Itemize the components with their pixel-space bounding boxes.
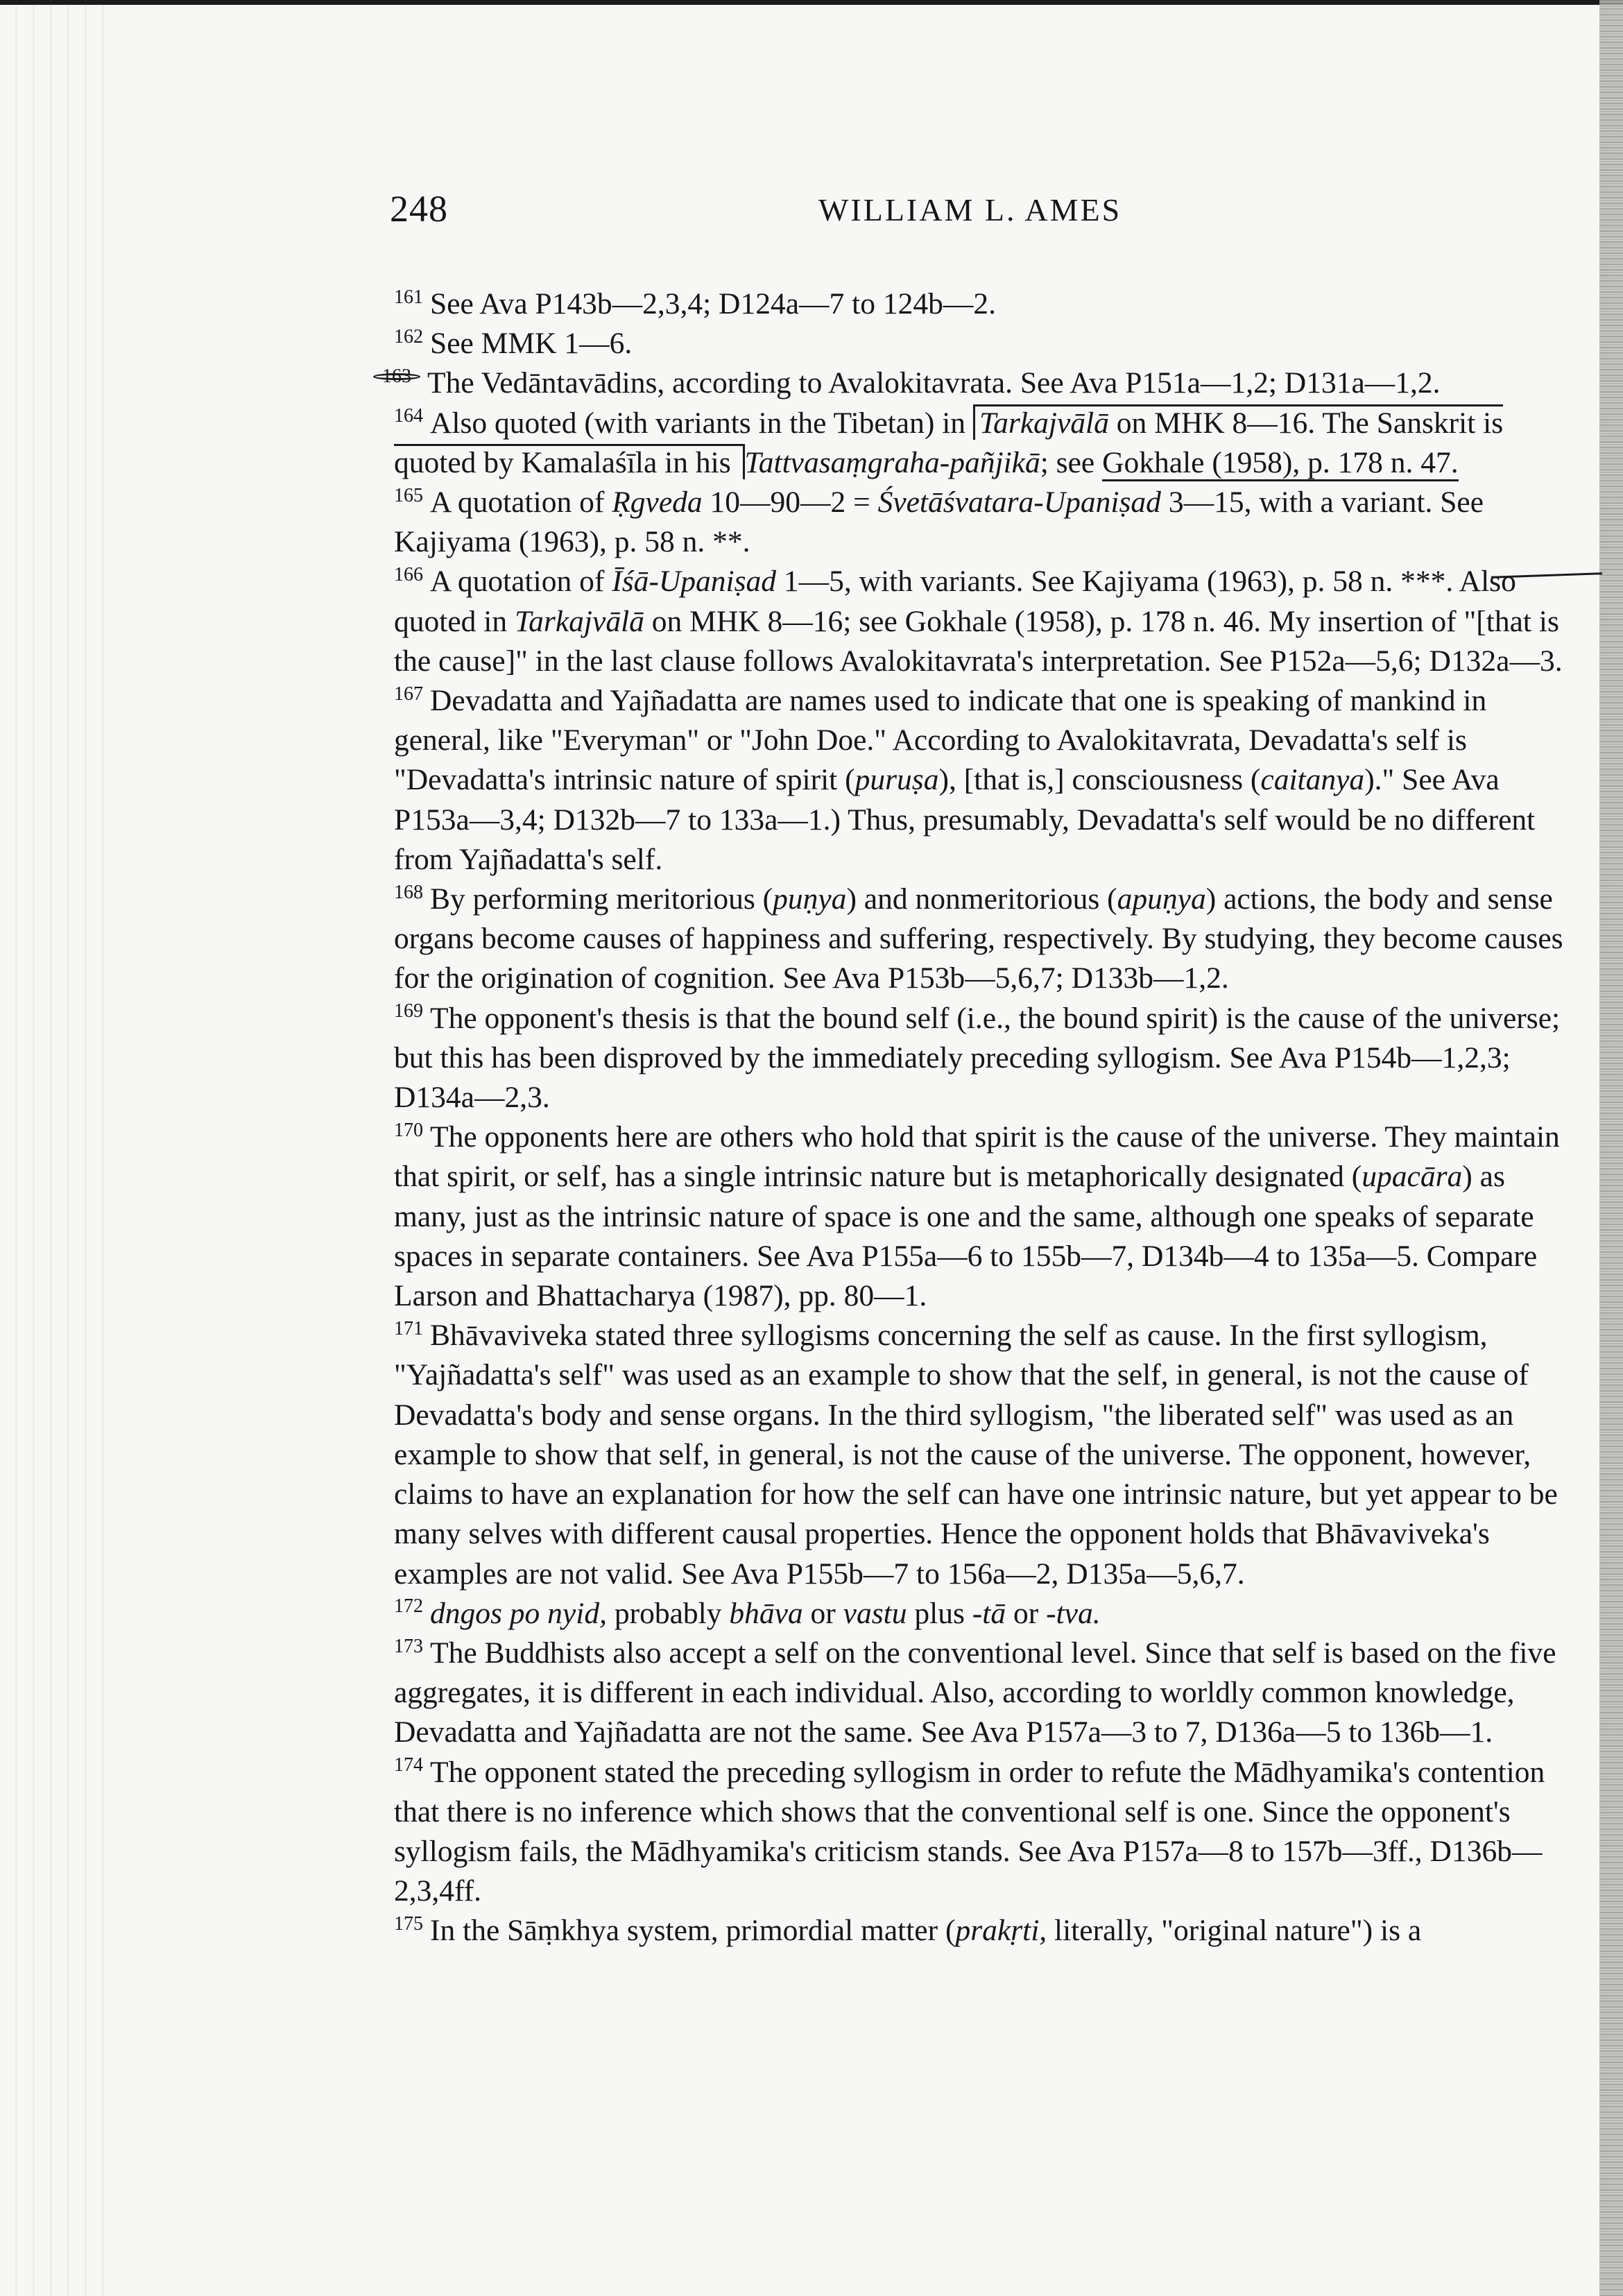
note-number: 167 [394, 683, 423, 705]
note-text: Bhāvaviveka stated three syllogisms concerning the self as cause. In the first syllogism, "Yajñadatta's self" was used as an example to show that the self, in general, is not the cause of Devadatta's body and sense organs. In the third syllogism, "the liberated self" was used as an example to show that self, in general, is not the cause of the universe. The opponent, however, claims to have an explanation for how the self can have one intrinsic nature, but yet appear to be many selves with different causal properties. Hence the opponent holds that Bhāvaviveka's examples are not valid. See Ava P155b—7 to 156a—2, D135a—5,6,7. [394, 1319, 1558, 1591]
italic-term: puruṣa [855, 763, 939, 797]
note-number: 168 [394, 881, 423, 903]
underlined-reference: Gokhale (1958), p. 178 n. 47. [1102, 446, 1458, 481]
italic-term: bhāva [729, 1596, 803, 1630]
running-head: WILLIAM L. AMES [818, 192, 1122, 228]
note-text: ), [that is,] consciousness ( [938, 763, 1261, 797]
note-text: The opponent's thesis is that the bound self (i.e., the bound spirit) is the cause of the universe; but this has been disproved by the immediately preceding syllogism. See Ava P154b—1,2,3; D134a—2,3. [394, 1001, 1561, 1115]
note-text: See Ava P143b—2,3,4; D124a—7 to 124b—2. [430, 287, 996, 320]
note-text: 10—90—2 = [702, 486, 878, 520]
note-text: 3—15, with a variant. See Kajiyama (1963), p. 58 n. **. [394, 486, 1484, 559]
note-number: 175 [394, 1912, 423, 1935]
note-text: A quotation of [430, 486, 612, 520]
note-text: The Vedāntavādins, according to Avalokitavrata. See Ava P151a—1,2; D131a—1,2. [427, 366, 1441, 400]
italic-title: Tattvasaṃgraha-pañjikā [744, 445, 1040, 479]
note-170 [394, 1117, 1581, 1316]
note-162 [394, 324, 1581, 363]
note-number: 171 [394, 1317, 423, 1339]
page-number: 248 [390, 188, 448, 230]
note-text: A quotation of [430, 565, 612, 599]
italic-title: Ṛgveda [612, 486, 703, 520]
note-text: See MMK 1—6. [430, 327, 633, 361]
note-text: or [1006, 1596, 1047, 1630]
note-169 [394, 999, 1581, 1118]
circled-note-number: 163 [373, 373, 420, 380]
note-number: 161 [394, 286, 423, 308]
note-text: By performing meritorious ( [430, 882, 773, 916]
note-text: plus [907, 1596, 972, 1630]
note-text: In the Sāṃkhya system, primordial matter ( [430, 1914, 956, 1948]
italic-title: Īśā-Upaniṣad [612, 565, 777, 599]
note-text: ; see [1040, 445, 1103, 479]
note-161 [394, 284, 1581, 324]
note-166 [394, 562, 1581, 681]
note-text: Devadatta and Yajñadatta are names used to indicate that one is speaking of mankind in general, like "Everyman" or "John Doe." According to Avalokitavrata, Devadatta's self is "Devadatta's intrinsic nature of spirit ( [394, 684, 1487, 797]
note-174 [394, 1753, 1581, 1912]
note-number: 172 [394, 1595, 423, 1618]
note-175 [394, 1911, 1581, 1951]
top-border [0, 0, 1623, 5]
note-text: ) and nonmeritorious ( [846, 882, 1117, 916]
note-168 [394, 880, 1581, 999]
note-text: probably [606, 1596, 730, 1630]
italic-term: vastu [843, 1596, 907, 1630]
scan-right-edge [1599, 0, 1623, 2296]
italic-term: apuṇya [1117, 882, 1206, 916]
italic-term: caitanya [1260, 763, 1365, 797]
italic-term: prakṛti, [955, 1914, 1047, 1948]
note-172 [394, 1594, 1581, 1634]
note-164 [394, 404, 1581, 483]
note-number: 164 [394, 405, 423, 427]
note-number: 166 [394, 564, 423, 586]
note-171 [394, 1316, 1581, 1593]
note-text: on MHK 8—16. The Sanskrit is quoted by Kamalaśīla in his [394, 406, 1504, 479]
note-text: The opponents here are others who hold that spirit is the cause of the universe. They maintain that spirit, or self, has a single intrinsic nature but is metaphorically designated ( [394, 1120, 1560, 1194]
note-text: )." See Ava P153a—3,4; D132b—7 to 133a—1.) Thus, presumably, Devadatta's self would be no different from Yajñadatta's self. [394, 763, 1536, 876]
note-text: ) actions, the body and sense organs become causes of happiness and suffering, respectively. By studying, they become causes for the origination of cognition. See Ava P153b—5,6,7; D133b—1,2. [394, 882, 1563, 995]
note-number: 173 [394, 1635, 423, 1657]
note-text: The Buddhists also accept a self on the conventional level. Since that self is based on the five aggregates, it is different in each individual. Also, according to worldly common knowledge, Devadatta and Yajñadatta are not the same. See Ava P157a—3 to 7, D136a—5 to 136b—1. [394, 1636, 1556, 1749]
italic-term: puṇya [773, 882, 847, 916]
note-173 [394, 1634, 1581, 1753]
note-163 [382, 363, 1581, 403]
note-text: The opponent stated the preceding syllogism in order to refute the Mādhyamika's contention that there is no inference which shows that the conventional self is one. Since the opponent's syllogism fails, the Mādhyamika's criticism stands. See Ava P157a—8 to 157b—3ff., D136b—2,3,4ff. [394, 1755, 1545, 1908]
note-text: Also quoted (with variants in the Tibetan) in [430, 406, 973, 440]
note-number: 162 [394, 325, 423, 348]
note-number: 174 [394, 1754, 423, 1776]
italic-term: upacāra [1362, 1160, 1463, 1194]
note-text: 1—5, with variants. See Kajiyama (1963), p. 58 n. ***. Also quoted in [394, 565, 1516, 638]
italic-title: Tarkajvālā [979, 406, 1109, 440]
italic-term: dngos po nyid, [430, 1596, 607, 1630]
note-167 [394, 681, 1581, 880]
endnotes [382, 284, 1581, 1951]
note-text: literally, "original nature") is a [1047, 1914, 1422, 1948]
scan-left-margin [0, 0, 104, 2296]
italic-term: -tva. [1046, 1596, 1101, 1630]
note-number: 169 [394, 1000, 423, 1022]
italic-title: Śvetāśvatara-Upaniṣad [877, 486, 1161, 520]
note-text: ) as many, just as the intrinsic nature of space is one and the same, although one speaks of separate spaces in separate containers. See Ava P155a—6 to 155b—7, D134b—4 to 135a—5. Compare Larson and Bhattacharya (1987), pp. 80—1. [394, 1160, 1538, 1313]
note-number: 165 [394, 484, 423, 506]
note-text: on MHK 8—16; see Gokhale (1958), p. 178 n. 46. My insertion of "[that is the cause]" in the last clause follows Avalokitavrata's interpretation. See P152a—5,6; D132a—3. [394, 604, 1563, 678]
note-165 [394, 483, 1581, 562]
italic-term: -tā [972, 1596, 1006, 1630]
italic-title: Tarkajvālā [514, 604, 644, 638]
note-text: or [802, 1596, 843, 1630]
note-number: 170 [394, 1119, 423, 1141]
